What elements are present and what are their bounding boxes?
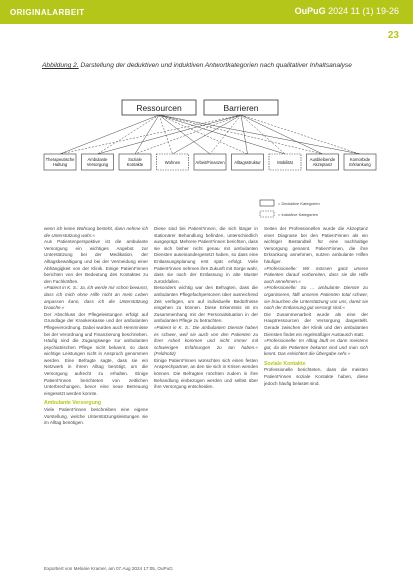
citation: 2024 11 (1) 19-26 bbox=[325, 6, 399, 16]
section-heading: Soziale Kontakte bbox=[264, 360, 306, 367]
leaf-box-label: Haltung bbox=[52, 162, 68, 167]
paragraph: Einige Patient*innen wünschten sich einen festen Ansprechpartner, an den sie sich in Krisen wenden können. Die Befragten möchten zudem in ihre Behandlung einbezogen werden und selbst über ihre Versorgung entscheiden. bbox=[154, 357, 258, 390]
caption-label: Abbildung 2. bbox=[42, 62, 79, 69]
legend-inductive-swatch bbox=[260, 211, 274, 217]
top-box-barrieren-label: Barrieren bbox=[223, 103, 259, 113]
section-heading: Ambulante Versorgung bbox=[44, 400, 102, 407]
paragraph: »Professionelle: Im Alltag läuft es dann meistens gut, da die Patienten bekannt sind und man sich kennt. Das erleichtert die Übergabe sehr.« bbox=[264, 338, 368, 357]
top-box-ressourcen-label: Ressourcen bbox=[136, 103, 182, 113]
paragraph: wenn ich keine Wahrung besteht, dann nehme ich die Unterstützung wahr.« bbox=[44, 226, 148, 238]
text-column-1 bbox=[44, 226, 148, 427]
text-column-2 bbox=[154, 226, 258, 391]
legend-deductive: = Deduktive Kategorien bbox=[278, 201, 320, 206]
paragraph: Besonders wichtig war den Befragten, dass die ambulanten Pflegefachpersonen über ausreichend Zeit verfügen, um auf individuelle Bedürfnisse eingehen zu können. Diese Erkenntnis ist im Zusammenhang mit der Personalsituation in der ambulanten Pflege zu betrachten. bbox=[154, 285, 258, 324]
leaf-box-label: Mobilität bbox=[277, 160, 293, 165]
paragraph: Der Abschluss der Pflegeleistungen erfolgt auf Grundlage der Krankenkasse und der ambulanten Pflegeverordnung. Dabei wurden auch Hemmnisse bei der Verordnung und Finanzierung beschrieben. Häufig sind die Zugangswege zur ambulanten psychiatrischen Pflege nicht bekannt, so dass wichtige Leistungen nicht in Anspruch genommen werden. Eine Befragte sagte, dass sie ein Netzwerk in ihrem Alltag benötigt, um die Versorgung aufrecht zu erhalten. Einige Patient*innen berichteten von zeitlichen Unterbrechungen, bevor eine neue Betreuung eingesetzt werden konnte. bbox=[44, 311, 148, 396]
export-footer: Exportiert von Melanie Kramer, am 07.Aug 2024 17:05, OuPuG bbox=[44, 566, 173, 571]
connector-line bbox=[135, 115, 159, 154]
connector-line bbox=[173, 115, 242, 154]
legend-inductive: = Induktive Kategorien bbox=[278, 212, 318, 217]
paragraph: »Patient in K. S.: Die ambulanten Dienste haben es schwer, weil sie auch von den Patienten zu ihrer Arbeit kommen und nicht immer mit schwierigen Erfahrungen zu tun haben.« (Feldnotiz) bbox=[154, 324, 258, 357]
connector-line bbox=[98, 115, 242, 154]
leaf-box-label: Komorbide bbox=[349, 157, 371, 162]
connector-line bbox=[98, 115, 160, 154]
connector-line bbox=[159, 115, 285, 154]
paragraph: »Professionelle: Wir müssen ganz unsere Patienten darauf vorbereiten, dass sie die Hilfe auch annehmen.« bbox=[264, 265, 368, 284]
connector-line bbox=[241, 115, 285, 154]
paragraph: Diese sind bei Patient*innen, die sich länger in stationärer Behandlung befinden, unterschiedlich ausgeprägt. Mehrere Patient*innen berichten, dass sie sich bisher nicht genau mit ambulanten Diensten auseinandergesetzt haben, so dass eine Entlassungsplanung erst spät erfolgt. Viele Patient*innen nehmen ihre Zukunft mit Sorge wahr, dass sie nach der Entlassung in alte Muster zurückfallen. bbox=[154, 226, 258, 284]
connector-lines bbox=[60, 115, 360, 154]
leaf-box-label: Arbeit/Finanzen bbox=[195, 160, 225, 165]
journal-name: OuPuG bbox=[294, 6, 326, 16]
figure-caption bbox=[42, 62, 372, 71]
leaf-box-label: Soziale bbox=[128, 157, 142, 162]
leaf-boxes bbox=[44, 154, 376, 170]
leaf-box-label: Versorgung bbox=[86, 162, 109, 167]
paragraph: Professionelle berichteten, dass die meisten Patient*innen soziale Kontakte haben, diese jedoch häufig belastet sind. bbox=[264, 367, 368, 386]
connector-line bbox=[159, 115, 323, 154]
leaf-box-label: Erkrankung bbox=[349, 162, 371, 167]
journal-citation bbox=[295, 6, 399, 16]
connector-line bbox=[159, 115, 248, 154]
leaf-box-label: Kontakte bbox=[126, 162, 144, 167]
leaf-box-label: Therapeutische bbox=[45, 157, 75, 162]
paragraph: »Patient in K. S.: Ja, ich werde mir schon bewusst, dass ich mich ohne Hilfe nicht an mein Leben anpassen kann, dass ich die Unterstützung brauche.« bbox=[44, 285, 148, 311]
leaf-box-label: Ausbleibende bbox=[309, 157, 336, 162]
connector-line bbox=[159, 115, 173, 154]
page-number: 23 bbox=[387, 30, 399, 41]
paragraph: Die Zusammenarbeit wurde als eine der Hauptressourcen der Versorgung dargestellt. Gerade zwischen der Klinik und den ambulanten Diensten findet ein regelmäßiger Austausch statt. bbox=[264, 311, 368, 337]
leaf-box-label: Alltagsstruktur bbox=[234, 160, 261, 165]
connector-line bbox=[241, 115, 323, 154]
connector-line bbox=[60, 115, 159, 154]
paragraph: Aus Patientenperspektive ist die ambulante Versorgung ein wichtiges Angebot zur Unterstützung bei der Medikation, der Alltagsbewältigung und bei der Vermeidung einer Abhängigkeit von der Klinik. Einige Patient*innen berichten von der Bedeutung des Kontaktes zu den Fachkräften. bbox=[44, 239, 148, 284]
paragraph: Viele Patient*innen beschreiben eine eigene Vorstellung, welche Unterstützungsleistungen sie im Alltag benötigen. bbox=[44, 407, 148, 426]
connector-line bbox=[210, 115, 241, 154]
caption-text: Darstellung der deduktiven und induktiven Antwortkategorien nach qualitativer Inhaltsanalyse bbox=[78, 62, 352, 69]
leaf-box-label: Ambulante bbox=[87, 157, 108, 162]
legend-deductive-swatch bbox=[260, 200, 274, 206]
paragraph: »Professionelle: So ... ambulante Dienste zu organisieren, fällt unseren Patienten total schwer, sie brauchen die Unterstützung von uns, damit sie nach der Entlassung gut versorgt sind.« bbox=[264, 285, 368, 311]
leaf-box-label: Akzeptanz bbox=[312, 162, 333, 167]
section-label: ORIGINALARBEIT bbox=[10, 8, 85, 17]
connector-line bbox=[241, 115, 248, 154]
leaf-box-label: Wohnen bbox=[164, 160, 181, 165]
text-column-3 bbox=[264, 226, 368, 387]
paragraph: Seiten der Professionellen wurde die Akzeptanz einer Diagnose bei den Patient*innen als ein wichtiger Bestandteil für eine nachhaltige Versorgung genannt. Patient*innen, die ihre Erkrankung annehmen, nutzen ambulante Hilfen häufiger. bbox=[264, 226, 368, 264]
